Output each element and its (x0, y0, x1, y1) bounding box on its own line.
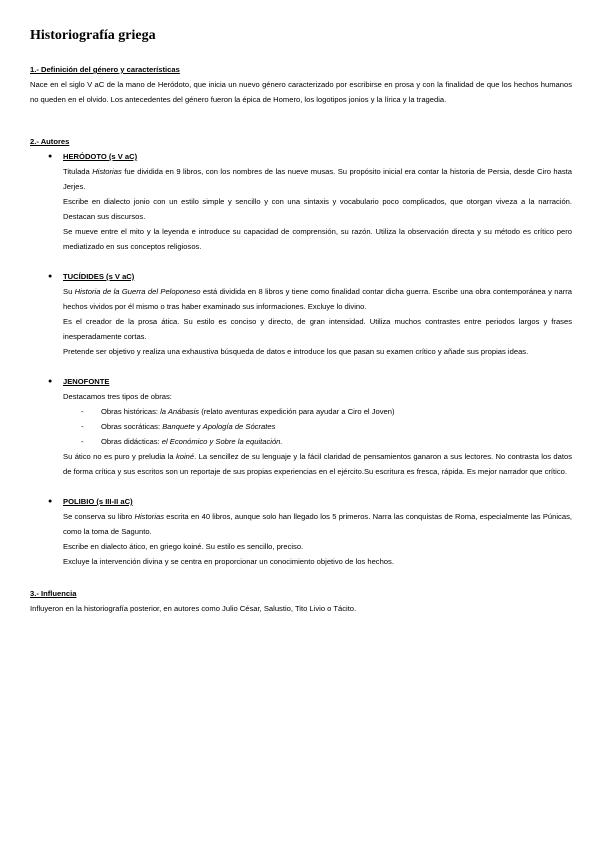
list-item: - Obras socráticas: Banquete y Apología de Sócrates (81, 422, 276, 431)
list-item: - Obras históricas: la Anábasis (relato aventuras expedición para ayudar a Ciro el Joven) (81, 407, 395, 416)
author-name: JENOFONTE (63, 377, 110, 386)
paragraph: Su ático no es puro y preludia la koiné. La sencillez de su lenguaje y la fácil claridad de pensamientos ganaron a sus lectores. No contrasta los datos de forma crítica y sus escritos son un reportaje de sus propias experiencias en el ejército.Su escritura es fresca, rápida. Es mejor narrador que crítico. (63, 452, 572, 476)
paragraph: Pretende ser objetivo y realiza una exhaustiva búsqueda de datos e introduce los que pasan su examen crítico y añade sus propias ideas. (63, 347, 529, 356)
author-name: HERÓDOTO (s V aC) (63, 152, 138, 161)
author-polibio (48, 494, 572, 569)
author-name: POLIBIO (s III-II aC) (63, 497, 133, 506)
section-definicion (30, 62, 572, 107)
bullet-icon: ● (48, 378, 53, 385)
paragraph: Excluye la intervención divina y se centra en proporcionar un conocimiento objetivo de los hechos. (63, 557, 394, 566)
paragraph: Su Historia de la Guerra del Peloponeso está dividida en 8 libros y tiene como finalidad contar dicha guerra. Escribe una obra contemporánea y narra hechos vividos por él mismo o tras haber examinado sus informaciones. Excluye lo divino. (63, 287, 572, 311)
author-name: TUCÍDIDES (s V aC) (63, 272, 135, 281)
paragraph: Destacamos tres tipos de obras: (63, 392, 172, 401)
list-item: - Obras didácticas: el Económico y Sobre la equitación. (81, 437, 283, 446)
paragraph: Escribe en dialecto jonio con un estilo simple y sencillo y con una sintaxis y vocabulario poco complicados, que otorgan viveza a la narración. Destacan sus discursos. (63, 197, 572, 221)
works-list (63, 404, 572, 449)
paragraph: Escribe en dialecto ático, en griego koiné. Su estilo es sencillo, preciso. (63, 542, 304, 551)
author-jenofonte (48, 374, 572, 479)
author-herodoto (48, 149, 573, 254)
section-autores (30, 134, 572, 569)
paragraph: Se conserva su libro Historias escrita en 40 libros, aunque solo han llegado los 5 primeros. Narra las conquistas de Roma, especialmente las Púnicas, como la toma de Sagunto. (63, 512, 572, 536)
section-heading: 2.- Autores (30, 137, 70, 146)
paragraph: Nace en el siglo V aC de la mano de Heródoto, que inicia un nuevo género caracterizado por escribirse en prosa y con la finalidad de que los hechos humanos no queden en el olvido. Los antecedentes del género fueron la épica de Homero, los logotipos jonios y la lírica y la tragedia. (30, 80, 572, 104)
author-tucidides (48, 269, 572, 359)
section-heading: 1.- Definición del género y características (30, 65, 180, 74)
paragraph: Es el creador de la prosa ática. Su estilo es conciso y directo, de gran intensidad. Utiliza muchos contrastes entre periodos largos y frases inesperadamente cortas. (63, 317, 572, 341)
document-title: Historiografía griega (30, 28, 156, 43)
section-heading: 3.- Influencia (30, 589, 77, 598)
bullet-icon: ● (48, 153, 53, 160)
paragraph: Influyeron en la historiografía posterior, en autores como Julio César, Salustio, Tito Livio o Tácito. (30, 604, 357, 613)
bullet-icon: ● (48, 273, 53, 280)
section-influencia (30, 586, 572, 616)
paragraph: Titulada Historias fue dividida en 9 libros, con los nombres de las nueve musas. Su propósito inicial era contar la historia de Persia, desde Ciro hasta Jerjes. (63, 167, 573, 191)
bullet-icon: ● (48, 498, 53, 505)
paragraph: Se mueve entre el mito y la leyenda e introduce su capacidad de comprensión, su razón. Utiliza la observación directa y su método es crítico pero mediatizado en sus conceptos religiosos. (63, 227, 572, 251)
